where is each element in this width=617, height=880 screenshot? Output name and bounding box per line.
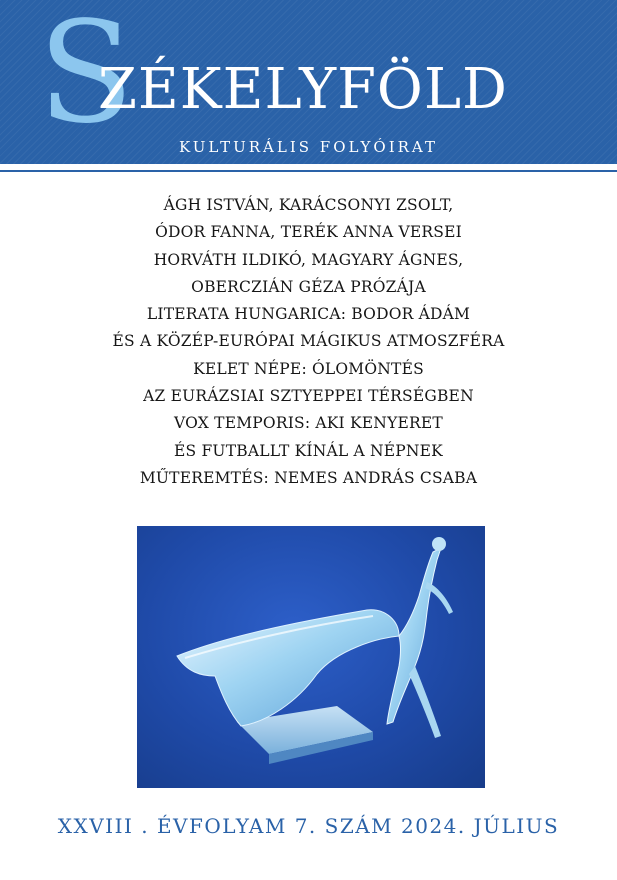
sculpture-head xyxy=(432,537,446,551)
contents-line: OBERCZIÁN GÉZA PRÓZÁJA xyxy=(191,277,426,296)
contents-line: MŰTEREMTÉS: NEMES ANDRÁS CSABA xyxy=(139,468,478,487)
contents-line: VOX TEMPORIS: AKI KENYERET xyxy=(174,414,443,433)
masthead-underline xyxy=(0,170,617,172)
magazine-title: ZÉKELYFÖLD xyxy=(98,57,508,122)
sculpture-illustration xyxy=(137,526,485,788)
sculpture-wave xyxy=(177,610,399,726)
issue-info: XXVIII . ÉVFOLYAM 7. SZÁM 2024. JÚLIUS xyxy=(57,814,560,838)
contents-line: HORVÁTH ILDIKÓ, MAGYARY ÁGNES, xyxy=(153,250,464,269)
table-of-contents xyxy=(0,192,617,492)
contents-line: LITERATA HUNGARICA: BODOR ÁDÁM xyxy=(146,305,471,324)
contents-line: ÓDOR FANNA, TERÉK ANNA VERSEI xyxy=(155,223,462,242)
contents-line: ÁGH ISTVÁN, KARÁCSONYI ZSOLT, xyxy=(163,196,454,214)
sculpture-photo xyxy=(137,526,485,788)
contents-line: AZ EURÁZSIAI SZTYEPPEI TÉRSÉGBEN xyxy=(143,387,474,406)
contents-line: ÉS FUTBALLT KÍNÁL A NÉPNEK xyxy=(174,441,443,460)
contents-line: KELET NÉPE: ÓLOMÖNTÉS xyxy=(193,359,424,378)
title-initial: S xyxy=(38,0,134,155)
magazine-subtitle: KULTURÁLIS FOLYÓIRAT xyxy=(179,138,438,156)
contents-line: ÉS A KÖZÉP-EURÓPAI MÁGIKUS ATMOSZFÉRA xyxy=(112,332,505,351)
